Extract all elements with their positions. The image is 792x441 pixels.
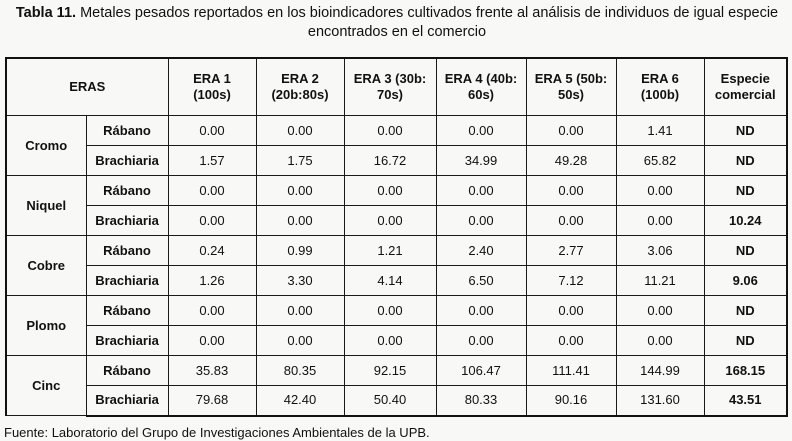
source-note: Fuente: Laboratorio del Grupo de Investigaciones Ambientales de la UPB.: [4, 425, 430, 440]
commercial-value-cell: ND: [704, 146, 787, 176]
plant-cell: Brachiaria: [86, 326, 168, 356]
table-row: [6, 206, 787, 236]
commercial-value-cell: ND: [704, 236, 787, 266]
table-row: [6, 386, 787, 416]
column-header-line: (20b:80s): [271, 87, 329, 102]
table-header: [6, 58, 787, 116]
value-cell: 0.00: [436, 296, 526, 326]
value-cell: 0.00: [168, 206, 256, 236]
column-header-line: 60s): [467, 87, 495, 102]
commercial-value-cell: 10.24: [704, 206, 787, 236]
commercial-value-cell: ND: [704, 116, 787, 146]
table-body: [6, 116, 787, 416]
value-cell: 0.24: [168, 236, 256, 266]
table-row: [6, 236, 787, 266]
metal-cell: Niquel: [6, 176, 86, 236]
value-cell: 106.47: [436, 356, 526, 386]
value-cell: 0.00: [526, 206, 616, 236]
metal-cell: Plomo: [6, 296, 86, 356]
commercial-value-cell: 168.15: [704, 356, 787, 386]
value-cell: 0.00: [526, 116, 616, 146]
commercial-value-cell: ND: [704, 176, 787, 206]
value-cell: 0.00: [616, 206, 704, 236]
value-cell: 0.00: [526, 296, 616, 326]
value-cell: 1.26: [168, 266, 256, 296]
column-header: [344, 58, 436, 116]
value-cell: 0.00: [344, 326, 436, 356]
value-cell: 4.14: [344, 266, 436, 296]
value-cell: 111.41: [526, 356, 616, 386]
column-header-line: 50s): [557, 87, 585, 102]
value-cell: 0.99: [256, 236, 344, 266]
column-header: [616, 58, 704, 116]
value-cell: 0.00: [256, 326, 344, 356]
value-cell: 11.21: [616, 266, 704, 296]
value-cell: 0.00: [616, 326, 704, 356]
value-cell: 80.33: [436, 386, 526, 416]
column-header-line: ERA 2: [281, 71, 319, 86]
value-cell: 7.12: [526, 266, 616, 296]
column-header-line: (100b): [640, 87, 680, 102]
value-cell: 0.00: [616, 296, 704, 326]
column-header: [704, 58, 787, 116]
column-header-line: ERA 4 (40b:: [444, 71, 518, 86]
column-header: [526, 58, 616, 116]
value-cell: 0.00: [256, 116, 344, 146]
value-cell: 0.00: [436, 326, 526, 356]
commercial-value-cell: ND: [704, 326, 787, 356]
value-cell: 50.40: [344, 386, 436, 416]
plant-cell: Rábano: [86, 116, 168, 146]
table-row: [6, 176, 787, 206]
value-cell: 0.00: [256, 206, 344, 236]
value-cell: 92.15: [344, 356, 436, 386]
column-header-line: ERA 5 (50b:: [534, 71, 608, 86]
value-cell: 0.00: [344, 206, 436, 236]
value-cell: 6.50: [436, 266, 526, 296]
value-cell: 1.57: [168, 146, 256, 176]
table-row: [6, 356, 787, 386]
plant-cell: Brachiaria: [86, 266, 168, 296]
value-cell: 65.82: [616, 146, 704, 176]
value-cell: 0.00: [256, 296, 344, 326]
value-cell: 0.00: [168, 176, 256, 206]
value-cell: 1.21: [344, 236, 436, 266]
plant-cell: Rábano: [86, 296, 168, 326]
table-caption: [6, 4, 788, 42]
value-cell: 131.60: [616, 386, 704, 416]
value-cell: 90.16: [526, 386, 616, 416]
commercial-value-cell: ND: [704, 296, 787, 326]
plant-cell: Brachiaria: [86, 146, 168, 176]
value-cell: 42.40: [256, 386, 344, 416]
value-cell: 0.00: [436, 176, 526, 206]
value-cell: 80.35: [256, 356, 344, 386]
header-row: [6, 58, 787, 116]
value-cell: 0.00: [526, 176, 616, 206]
column-header-line: Especie: [720, 71, 770, 86]
value-cell: 0.00: [168, 296, 256, 326]
plant-cell: Rábano: [86, 356, 168, 386]
column-header-line: (100s): [193, 87, 231, 102]
column-header-line: ERA 1: [193, 71, 231, 86]
value-cell: 0.00: [616, 176, 704, 206]
value-cell: 0.00: [168, 116, 256, 146]
value-cell: 3.06: [616, 236, 704, 266]
value-cell: 2.77: [526, 236, 616, 266]
value-cell: 144.99: [616, 356, 704, 386]
caption-text: Metales pesados reportados en los bioindicadores cultivados frente al análisis de individuos de igual especie encontrados en el comercio: [80, 5, 779, 40]
value-cell: 0.00: [344, 116, 436, 146]
value-cell: 0.00: [344, 296, 436, 326]
column-header-line: 70s): [376, 87, 404, 102]
value-cell: 35.83: [168, 356, 256, 386]
column-header-line: ERA 6: [641, 71, 679, 86]
table-row: [6, 296, 787, 326]
value-cell: 79.68: [168, 386, 256, 416]
table-row: [6, 326, 787, 356]
value-cell: 34.99: [436, 146, 526, 176]
heavy-metals-table: [5, 57, 788, 417]
value-cell: 2.40: [436, 236, 526, 266]
column-header: [256, 58, 344, 116]
table-row: [6, 146, 787, 176]
value-cell: 0.00: [436, 116, 526, 146]
value-cell: 0.00: [436, 206, 526, 236]
value-cell: 49.28: [526, 146, 616, 176]
column-header: [436, 58, 526, 116]
caption-label: Tabla 11.: [15, 5, 77, 21]
column-header-line: ERA 3 (30b:: [353, 71, 427, 86]
column-header-line: comercial: [714, 87, 776, 102]
value-cell: 0.00: [256, 176, 344, 206]
value-cell: 3.30: [256, 266, 344, 296]
value-cell: 1.41: [616, 116, 704, 146]
value-cell: 16.72: [344, 146, 436, 176]
plant-cell: Rábano: [86, 236, 168, 266]
table-row: [6, 116, 787, 146]
plant-cell: Rábano: [86, 176, 168, 206]
table-row: [6, 266, 787, 296]
value-cell: 0.00: [168, 326, 256, 356]
header-corner: ERAS: [6, 58, 168, 116]
value-cell: 0.00: [526, 326, 616, 356]
column-header: [168, 58, 256, 116]
metal-cell: Cromo: [6, 116, 86, 176]
metal-cell: Cobre: [6, 236, 86, 296]
metal-cell: Cinc: [6, 356, 86, 416]
commercial-value-cell: 43.51: [704, 386, 787, 416]
plant-cell: Brachiaria: [86, 206, 168, 236]
value-cell: 0.00: [344, 176, 436, 206]
commercial-value-cell: 9.06: [704, 266, 787, 296]
plant-cell: Brachiaria: [86, 386, 168, 416]
value-cell: 1.75: [256, 146, 344, 176]
